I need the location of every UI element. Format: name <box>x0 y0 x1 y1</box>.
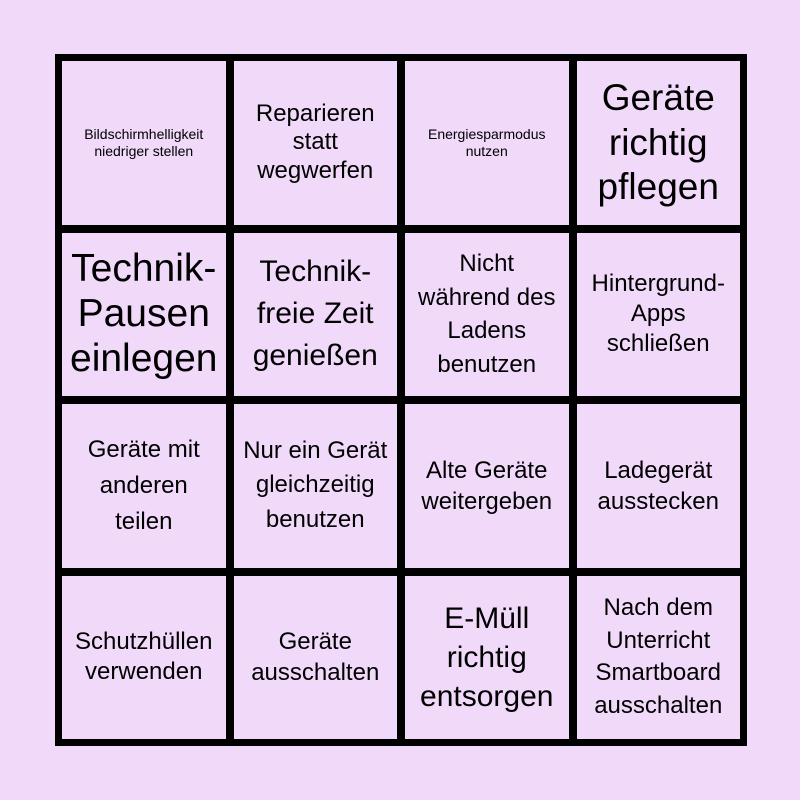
cell-label: E-Müll richtig entsorgen <box>420 601 554 713</box>
cell-label: Geräte mit anderen teilen <box>87 435 200 535</box>
cell-label: Nur ein Gerät gleichzeitig benutzen <box>243 436 388 534</box>
bingo-cell[interactable] <box>405 61 569 225</box>
cell-label: Schutzhüllen verwenden <box>75 628 213 686</box>
bingo-cell[interactable] <box>62 61 226 225</box>
cell-label: Nach dem Unterricht Smartboard ausschalten <box>594 594 723 719</box>
cell-label: Energiesparmodus nutzen <box>427 125 546 159</box>
bingo-cell[interactable] <box>577 576 741 740</box>
cell-label: Hintergrund-Apps schließen <box>591 270 725 358</box>
bingo-cell[interactable] <box>62 576 226 740</box>
bingo-cell[interactable] <box>577 61 741 225</box>
bingo-cell[interactable] <box>234 404 398 568</box>
cell-label: Technik-freie Zeit genießen <box>252 255 378 373</box>
cell-label: Technik-Pausen einlegen <box>70 246 218 380</box>
bingo-cell[interactable] <box>234 576 398 740</box>
bingo-cell[interactable] <box>62 404 226 568</box>
cell-label: Nicht während des Ladens benutzen <box>418 250 556 378</box>
bingo-cell[interactable] <box>405 404 569 568</box>
cell-label: Bildschirmhelligkeit niedriger stellen <box>84 125 204 159</box>
bingo-cell[interactable] <box>577 404 741 568</box>
bingo-cell[interactable] <box>405 576 569 740</box>
bingo-cell[interactable] <box>234 61 398 225</box>
cell-label: Geräte ausschalten <box>251 628 380 687</box>
bingo-board <box>55 54 747 746</box>
cell-label: Alte Geräte weitergeben <box>421 456 553 515</box>
cell-label: Reparieren statt wegwerfen <box>255 99 375 185</box>
bingo-cell[interactable] <box>234 233 398 397</box>
cell-label: Geräte richtig pflegen <box>597 77 719 207</box>
cell-label: Ladegerät ausstecken <box>597 456 719 515</box>
bingo-cell[interactable] <box>62 233 226 397</box>
bingo-cell[interactable] <box>577 233 741 397</box>
bingo-cell[interactable] <box>405 233 569 397</box>
